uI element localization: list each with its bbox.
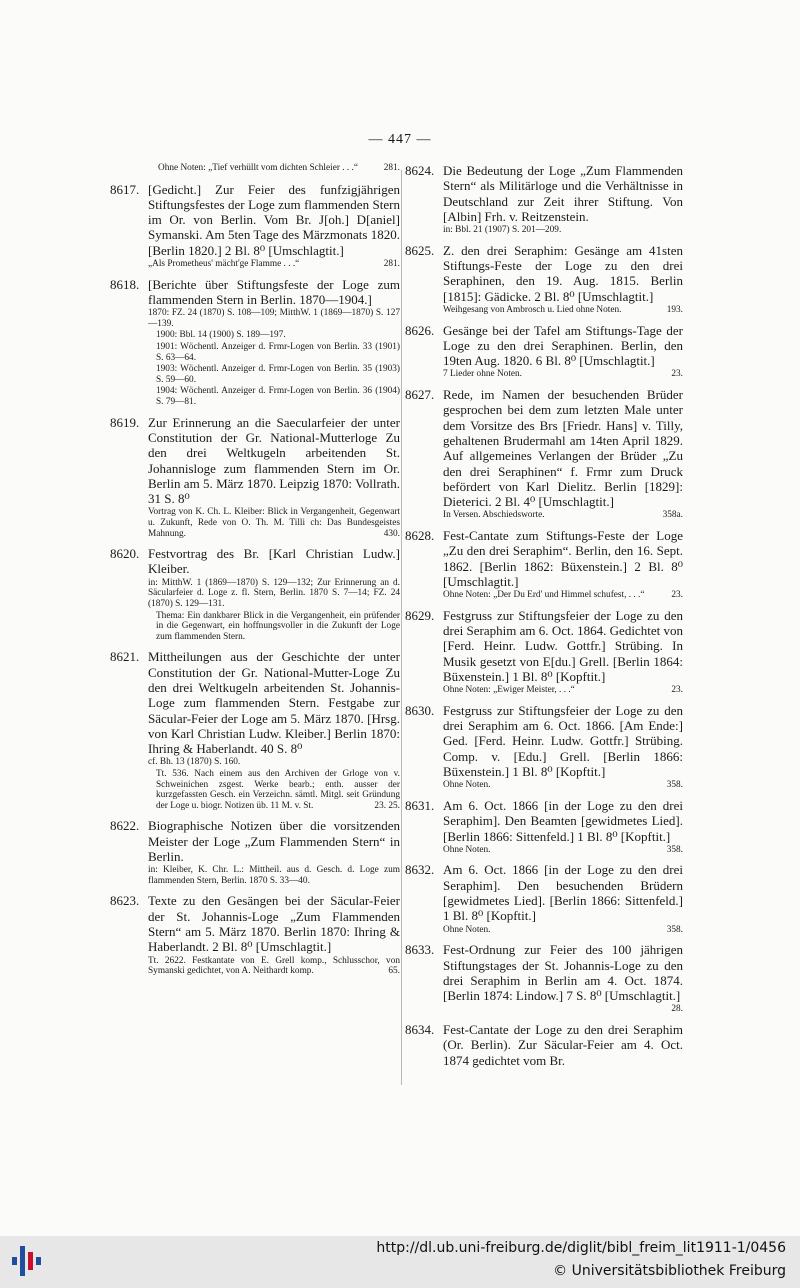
bibliography-entry [110,277,400,408]
note-text: Tt. 2622. Festkantate von E. Grell komp., Schlusschor, von Symanski gedichtet, von A. Neithardt komp. [148,955,400,977]
entry-body [443,387,683,521]
entry-body [148,546,400,642]
bibliography-entry [405,243,683,316]
entry-title: Mittheilungen aus der Geschichte der unter Constitution der Gr. National-Mutter-Loge Zu den drei Weltkugeln arbeitenden St. Johannis-Loge zum flammenden Stern. Festgabe zur Säcular-Feier der Loge am 5. März 1870. [Hrsg. von Karl Christian Ludw. Kleiber.] Berlin 1870: Ihring & Haberlandt. 40 S. 8⁰ [148,649,400,757]
bibliography-entry [110,415,400,540]
entry-body [148,182,400,270]
entry-title: Festvortrag des Br. [Karl Christian Ludw.] Kleiber. [148,546,400,577]
entry-note [443,510,683,521]
entry-note [148,865,400,886]
entry-title: Am 6. Oct. 1866 [in der Loge zu den drei Seraphim]. Den besuchenden Brüdern [gewidmetes Lied]. [Berlin 1866: Sittenfeld.] 1 Bl. 8⁰ [Kopftit.] [443,862,683,924]
entry-number: 8625. [405,242,435,258]
note-ref: 430. [383,528,400,539]
entry-note [148,956,400,977]
entry-note [443,845,683,856]
entry-title: Biographische Notizen über die vorsitzenden Meister der Loge „Zum Flammenden Stern“ in Berlin. [148,818,400,864]
note-ref: 358. [666,924,683,935]
entry-note [148,308,400,329]
entry-title: Zur Erinnerung an die Saecularfeier der unter Constitution der Gr. National-Mutterloge Zu den drei Weltkugeln arbeitenden St. Johannisloge zum flammenden Stern im Or. Berlin am 5. März 1870. Leipzig 1870: Vollrath. 31 S. 8⁰ [148,414,400,507]
bibliography-entry [405,1022,683,1068]
note-text: Ohne Noten. [443,924,491,935]
note-text: 1901: Wöchentl. Anzeiger d. Frmr-Logen von Berlin. 33 (1901) S. 63—64. [156,342,400,363]
entry-title: Die Bedeutung der Loge „Zum Flammenden Stern“ als Militärloge und die Verhältnisse in Deutschland zur Zeit ihrer Stiftung. Von [Albin] Frh. v. Reitzenstein. [443,163,683,224]
note-ref: 358. [666,780,683,791]
note-text: Ohne Noten: „Ewiger Meister, . . .“ [443,685,575,696]
left-entry-list [110,182,400,977]
page-url-link[interactable]: http://dl.ub.uni-freiburg.de/diglit/bibl_freim_lit1911-1/0456 [376,1240,786,1256]
bibliography-entry [110,818,400,886]
note-ref: 23. [671,590,683,601]
left-column [110,163,400,984]
continued-note-text: Ohne Noten: „Tief verhüllt vom dichten Schleier . . .“ [158,163,359,173]
note-text: Vortrag von K. Ch. L. Kleiber: Blick in Vergangenheit, Gegenwart u. Zukunft, Rede von O. Th. M. Tilli ch: Das Bundesgeistes Mahnung. [148,507,400,539]
bibliography-entry [405,942,683,1015]
bibliography-entry [405,703,683,791]
copyright-text: © Universitätsbibliothek Freiburg [553,1263,786,1279]
note-text: Ohne Noten: „Der Du Erd' und Himmel schufest, . . .“ [443,590,645,601]
note-text: 1900: Bbl. 14 (1900) S. 189—197. [156,330,286,341]
entry-number: 8624. [405,163,435,178]
bibliography-entry [405,798,683,855]
entry-body [443,1022,683,1068]
entry-note [443,925,683,936]
entry-number: 8626. [405,322,435,338]
entry-title: Fest-Cantate der Loge zu den drei Seraphim (Or. Berlin). Zur Säcular-Feier am 4. Oct. 1874 gedichtet vom Br. [443,1022,683,1068]
entry-note [148,364,400,385]
note-ref: 23. 25. [374,800,400,811]
entry-title: Fest-Cantate zum Stiftungs-Feste der Loge „Zu den drei Seraphim“. Berlin, den 16. Sept. 1862. [Berlin 1862: Büxenstein.] 2 Bl. 8⁰ [Umschlagtit.] [443,528,683,589]
entry-title: Rede, im Namen der besuchenden Brüder gesprochen bei dem zum letzten Male unter dem Vorsitze des Brs [Friedr. Hans] v. Tilly, gehaltenen Brudermahl am 14ten April 1829. Auf allgemeines Verlangen der Brüder „Zu den drei Seraphinen“ f. Frmr zum Druck befördert von Karl Dielitz. Berlin [1829]: Dieterici. 2 Bl. 4⁰ [Umschlagtit.] [443,387,683,510]
entry-number: 8621. [110,649,140,665]
bibliography-entry [405,528,683,601]
note-text: cf. Bh. 13 (1870) S. 160. [148,757,241,768]
note-text: in: MitthW. 1 (1869—1870) S. 129—132; Zur Erinnerung an d. Säcularfeier d. Loge z. fl. Stern, Berlin. 1870 S. 7—14; FZ. 24 (1870) S. 129—131. [148,577,400,609]
entry-title: Am 6. Oct. 1866 [in der Loge zu den drei Seraphim]. Den Beamten [gewidmetes Lied]. [Berlin 1866: Sittenfeld.] 1 Bl. 8⁰ [Kopftit.] [443,797,683,844]
bibliography-entry [405,608,683,696]
bibliography-entry [405,862,683,935]
entry-body [443,243,683,316]
right-column [405,163,683,1075]
entry-body [443,798,683,855]
entry-body [148,415,400,540]
continued-note [110,163,400,174]
entry-number: 8634. [405,1022,435,1037]
entry-body [443,528,683,601]
entry-number: 8629. [405,607,435,623]
entry-body [443,163,683,236]
entry-title: [Gedicht.] Zur Feier des funfzigjährigen Stiftungsfestes der Loge zum flammenden Stern im Or. von Berlin. Vom Br. J[oh.] D[aniel] Symanski. Am 5ten Tage des Märzmonats 1820. [Berlin 1820.] 2 Bl. 8⁰ [Umschlagtit.] [148,181,400,258]
note-text: 7 Lieder ohne Noten. [443,369,522,380]
bibliography-entry [110,546,400,642]
note-text: in: Bbl. 21 (1907) S. 201—209. [443,225,562,236]
entry-number: 8617. [110,181,140,197]
entry-note [443,780,683,791]
entry-number: 8623. [110,893,140,909]
entry-body [443,942,683,1015]
note-ref: 23. [671,369,683,380]
entry-title: Gesänge bei der Tafel am Stiftungs-Tage der Loge zu den drei Seraphinen. Berlin, den 19ten Aug. 1820. 6 Bl. 8⁰ [Umschlagtit.] [443,322,683,369]
entry-title: Texte zu den Gesängen bei der Säcular-Feier der St. Johannis-Loge „Zum Flammenden Stern“ am 5. März 1870. Berlin 1870: Ihring & Haberlandt. 2 Bl. 8⁰ [Umschlagtit.] [148,893,400,955]
note-text: Weihgesang von Ambrosch u. Lied ohne Noten. [443,304,622,315]
entry-body [443,862,683,935]
note-ref: 281. [383,259,400,270]
note-text: In Versen. Abschiedsworte. [443,510,545,521]
entry-body [443,608,683,696]
bibliography-entry [110,649,400,811]
entry-title: Festgruss zur Stiftungsfeier der Loge zu den drei Seraphim am 6. Oct. 1864. Gedichtet von [Ferd. Heinr. Ludw. Gottfr.] Strübing. In Musik gesetzt von E[du.] Grell. [Berlin 1864: Büxenstein.] 1 Bl. 8⁰ [Kopftit.] [443,607,683,684]
entry-number: 8618. [110,276,140,292]
entry-note [148,259,400,270]
entry-note [443,369,683,380]
bibliography-entry [110,182,400,270]
note-text: in: Kleiber, K. Chr. L.: Mittheil. aus d. Gesch. d. Loge zum flammenden Stern, Berlin. 1870 S. 33—40. [148,865,400,886]
note-text: Thema: Ein dankbarer Blick in die Vergangenheit, ein prüfender in die Gegenwart, ein hoffnungsvoller in die Zukunft der Loge zum flammenden Stern. [156,610,400,642]
entry-number: 8622. [110,818,140,834]
entry-body [148,277,400,408]
note-ref: 193. [666,304,683,315]
entry-body [148,649,400,811]
entry-note [148,342,400,363]
entry-number: 8632. [405,862,435,878]
entry-note [148,757,400,768]
entry-number: 8633. [405,942,435,958]
note-text: 1870: FZ. 24 (1870) S. 108—109; MitthW. 1 (1869—1870) S. 127—139. [148,308,400,329]
continued-note-ref: 281. [383,163,400,173]
ub-freiburg-logo-icon[interactable] [10,1242,48,1280]
note-ref: 358. [666,844,683,855]
bibliography-entry [405,387,683,521]
bibliography-entry [405,323,683,380]
note-text: Tt. 536. Nach einem aus den Archiven der Grloge von v. Schweinichen zsgest. Werke bearb.; enth. ausser der kurzgefassten Gesch. ein Verzeichn. sämtl. Mitgl. seit Gründung der Loge u. biogr. Notizen üb. 11 M. v. St. [156,769,400,811]
note-ref: 65. [388,966,400,977]
note-ref: 23. [671,685,683,696]
entry-number: 8619. [110,414,140,430]
note-ref: 28. [671,1004,683,1015]
entry-note [443,685,683,696]
note-ref: 358a. [662,510,683,521]
entry-title: [Berichte über Stiftungsfeste der Loge zum flammenden Stern in Berlin. 1870—1904.] [148,276,400,307]
entry-title: Z. den drei Seraphim: Gesänge am 41sten Stiftungs-Feste der Loge zu den drei Seraphinen, den 19. Aug. 1815. Berlin [1815]: Gädicke. 2 Bl. 8⁰ [Umschlagtit.] [443,242,683,304]
entry-body [148,893,400,976]
column-divider [401,170,402,1085]
entry-note [148,578,400,610]
entry-body [443,323,683,380]
note-text: 1904: Wöchentl. Anzeiger d. Frmr-Logen von Berlin. 36 (1904) S. 79—81. [156,386,400,408]
note-text: Ohne Noten. [443,844,491,855]
entry-note [148,507,400,539]
entry-body [148,818,400,886]
entry-note [443,590,683,601]
page-number: — 447 — [368,132,432,147]
entry-note [443,305,683,316]
entry-note [443,225,683,236]
entry-title: Festgruss zur Stiftungsfeier der Loge zu den drei Seraphim am 6. Oct. 1866. [Am Ende:] Ged. [Ferd. Heinr. Ludw. Gottfr.] Strübing. Comp. v. [Edu.] Grell. [Berlin 1866: Büxenstein.] 1 Bl. 8⁰ [Kopftit.] [443,702,683,780]
entry-title: Fest-Ordnung zur Feier des 100 jährigen Stiftungstages der St. Johannis-Loge zu den drei Seraphim in Berlin am 4. Oct. 1874. [Berlin 1874: Lindow.] 7 S. 8⁰ [Umschlagtit.] [443,942,683,1004]
entry-number: 8631. [405,797,435,813]
entry-body [443,703,683,791]
entry-number: 8628. [405,528,435,544]
bibliography-entry [110,893,400,976]
right-entry-list [405,163,683,1068]
bibliography-entry [405,163,683,236]
entry-number: 8630. [405,702,435,718]
entry-number: 8627. [405,387,435,403]
note-text: Ohne Noten. [443,780,491,791]
note-text: 1903: Wöchentl. Anzeiger d. Frmr-Logen von Berlin. 35 (1903) S. 59—60. [156,364,400,385]
entry-note [148,386,400,407]
entry-number: 8620. [110,546,140,562]
entry-note [148,611,400,643]
viewer-footer [0,1236,800,1288]
entry-note [148,330,400,341]
note-text: „Als Prometheus' mächt'ge Flamme . . .“ [148,259,300,270]
entry-note [148,769,400,811]
